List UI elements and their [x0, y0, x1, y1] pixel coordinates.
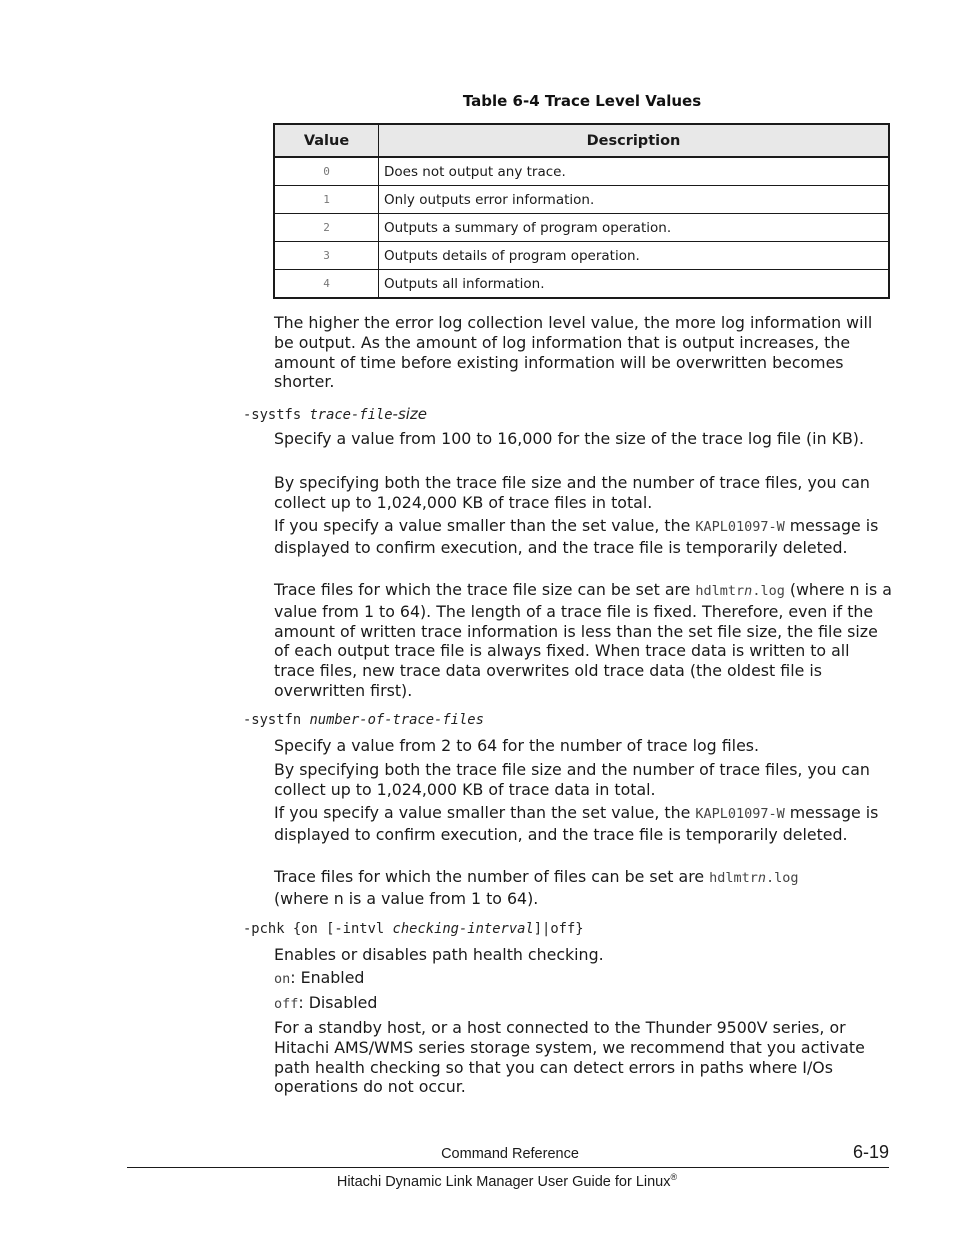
registered-mark: ®	[670, 1172, 678, 1182]
table-row	[274, 270, 889, 299]
option-argument: checking-interval	[392, 921, 534, 937]
text-span: : Enabled	[290, 968, 365, 987]
systfs-total-paragraph: By specifying both the trace file size and the number of trace files, you can collect up to 1,024,000 KB of trace files in total.	[274, 473, 870, 512]
file-name-variable: n	[744, 583, 753, 599]
systfn-total-paragraph: By specifying both the trace file size and the number of trace files, you can collect up to 1,024,000 KB of trace data in total.	[274, 760, 870, 799]
message-id: KAPL01097-W	[695, 519, 785, 535]
option-systfs-heading	[243, 405, 427, 425]
table-cell-value: 3	[274, 242, 379, 270]
table-row	[274, 157, 889, 186]
systfn-warning-paragraph	[274, 803, 894, 845]
book-title-text: Hitachi Dynamic Link Manager User Guide for Linux	[336, 1173, 671, 1190]
message-id: KAPL01097-W	[695, 806, 785, 822]
text-span: (where n is a value from 1 to 64). The length of a trace file is fixed. Therefore, even if the amount of written trace information is less than the set file size, the file size of each output trace file is always fixed. When trace data is written to all trace files, new trace data overwrites old trace data (the oldest file is overwritten first).	[274, 580, 892, 700]
footer-section-title: Command Reference	[441, 1146, 579, 1162]
table-row	[274, 214, 889, 242]
file-name	[695, 583, 784, 599]
text-span: : Disabled	[298, 993, 378, 1012]
footer-book-title	[300, 1172, 714, 1190]
table-cell-description: Outputs details of program operation.	[379, 242, 890, 270]
table-cell-description: Does not output any trace.	[379, 157, 890, 186]
pchk-off-item	[274, 993, 894, 1015]
option-name: -pchk {on [-intvl	[243, 921, 393, 937]
option-argument-tail: -size	[392, 405, 428, 423]
table-cell-value: 1	[274, 186, 379, 214]
table-cell-value: 4	[274, 270, 379, 299]
table-cell-description: Outputs a summary of program operation.	[379, 214, 890, 242]
option-argument: trace-file	[309, 407, 393, 423]
table-cell-value: 2	[274, 214, 379, 242]
systfs-range-paragraph: Specify a value from 100 to 16,000 for the size of the trace log file (in KB).	[274, 429, 864, 448]
table-cell-value: 0	[274, 157, 379, 186]
option-systfn-heading	[243, 711, 484, 730]
text-span: If you specify a value smaller than the set value, the	[274, 803, 696, 822]
text-span: If you specify a value smaller than the set value, the	[274, 516, 696, 535]
pchk-description: Enables or disables path health checking.	[274, 945, 604, 964]
file-name-suffix: .log	[766, 870, 799, 886]
option-pchk-heading	[243, 920, 584, 939]
option-argument: number-of-trace-files	[309, 712, 484, 728]
value-off: off	[274, 996, 299, 1012]
pchk-on-item	[274, 968, 894, 990]
option-name: -systfn	[243, 712, 310, 728]
page-number: 6-19	[852, 1142, 889, 1162]
text-span: Trace files for which the number of files can be set are	[274, 867, 710, 886]
intro-paragraph: The higher the error log collection level value, the more log information will be output. As the amount of log information that is output increases, the amount of time before existing information will be overwritten becomes shorter.	[274, 313, 873, 392]
option-name-tail: ]|off}	[533, 921, 584, 937]
systfs-files-paragraph	[274, 580, 894, 701]
table-cell-description: Outputs all information.	[379, 270, 890, 299]
pchk-recommendation: For a standby host, or a host connected to the Thunder 9500V series, or Hitachi AMS/WMS series storage system, we recommend that you activate path health checking so that you can detect errors in paths where I/Os operations do not occur.	[274, 1018, 865, 1097]
file-name-prefix: hdlmtr	[695, 583, 745, 599]
table-row	[274, 186, 889, 214]
file-name	[709, 870, 798, 886]
file-name-suffix: .log	[752, 583, 785, 599]
option-name: -systfs	[243, 407, 310, 423]
value-on: on	[274, 971, 291, 987]
footer-rule	[127, 1167, 889, 1168]
column-header-description: Description	[379, 124, 890, 157]
text-span: (where n is a value from 1 to 64).	[274, 888, 539, 908]
systfs-warning-paragraph	[274, 516, 894, 558]
text-span: message is displayed to confirm execution, and the trace file is temporarily deleted.	[274, 803, 879, 844]
table-title: Table 6-4 Trace Level Values	[462, 92, 702, 110]
table-cell-description: Only outputs error information.	[379, 186, 890, 214]
trace-level-table	[273, 123, 890, 299]
table-header-row	[274, 124, 889, 157]
systfn-files-paragraph	[274, 867, 894, 909]
column-header-value: Value	[274, 124, 379, 157]
file-name-variable: n	[757, 870, 767, 886]
file-name-prefix: hdlmtr	[709, 870, 758, 886]
text-span: message is displayed to confirm execution, and the trace file is temporarily deleted.	[274, 516, 879, 557]
table-row	[274, 242, 889, 270]
systfn-range-paragraph: Specify a value from 2 to 64 for the number of trace log files.	[274, 736, 760, 755]
text-span: Trace files for which the trace file size can be set are	[274, 580, 696, 599]
